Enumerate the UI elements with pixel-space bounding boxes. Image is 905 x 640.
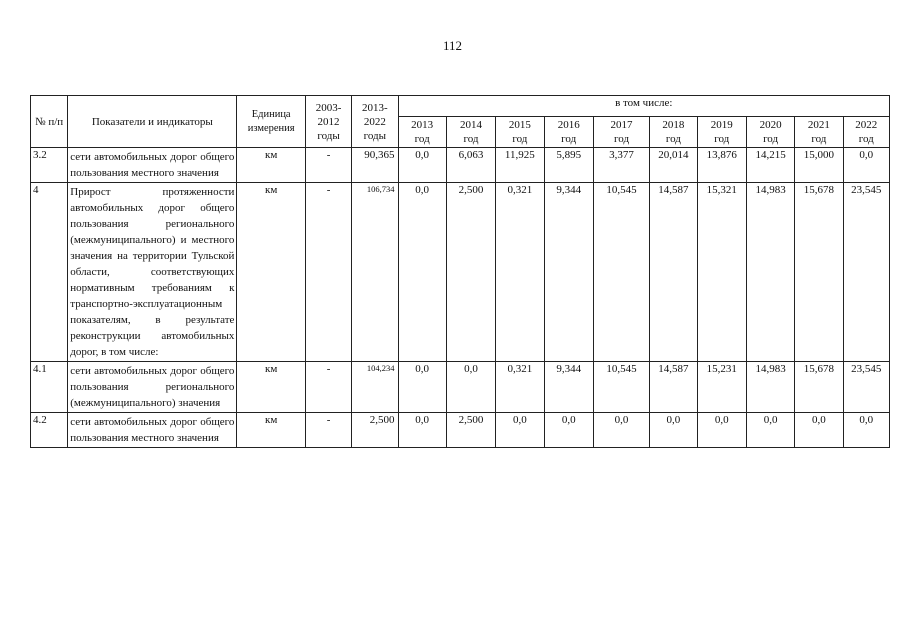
- header-year: 2021 год: [795, 117, 843, 148]
- row-2013-2022: 90,365: [352, 148, 398, 183]
- row-number: 3.2: [31, 148, 68, 183]
- header-year: 2019 год: [697, 117, 746, 148]
- header-unit: Единица измерения: [237, 96, 305, 148]
- row-year-value: 14,587: [650, 362, 697, 413]
- row-year-value: 0,0: [446, 362, 495, 413]
- table-row: [31, 148, 890, 183]
- row-year-value: 0,0: [593, 413, 649, 448]
- row-year-value: 9,344: [544, 362, 593, 413]
- row-2003-2012: -: [305, 183, 351, 362]
- row-year-value: 23,545: [843, 183, 889, 362]
- header-year: 2018 год: [650, 117, 697, 148]
- row-unit: км: [237, 413, 305, 448]
- row-year-value: 14,215: [746, 148, 794, 183]
- table-row: [31, 362, 890, 413]
- row-2013-2022: 106,734: [352, 183, 398, 362]
- row-year-value: 5,895: [544, 148, 593, 183]
- row-2003-2012: -: [305, 362, 351, 413]
- row-unit: км: [237, 362, 305, 413]
- row-year-value: 6,063: [446, 148, 495, 183]
- row-year-value: 0,0: [496, 413, 544, 448]
- row-2013-2022: 104,234: [352, 362, 398, 413]
- row-name: Прирост протяженности автомобильных дорог общего пользования регионального (межмуниципального) и местного значения на территории Тульской области, соответствующих нормативным требованиям к транспортно-эксплуатационным показателям, в результате реконструкции автомобильных дорог, в том числе:: [68, 183, 237, 362]
- row-year-value: 0,0: [746, 413, 794, 448]
- row-2003-2012: -: [305, 413, 351, 448]
- row-year-value: 14,587: [650, 183, 697, 362]
- row-year-value: 0,0: [398, 183, 446, 362]
- row-year-value: 23,545: [843, 362, 889, 413]
- row-year-value: 0,321: [496, 362, 544, 413]
- row-name: сети автомобильных дорог общего пользования местного значения: [68, 413, 237, 448]
- row-year-value: 10,545: [593, 362, 649, 413]
- row-year-value: 0,0: [398, 413, 446, 448]
- page-number: 112: [442, 38, 463, 53]
- row-year-value: 2,500: [446, 183, 495, 362]
- row-name: сети автомобильных дорог общего пользования местного значения: [68, 148, 237, 183]
- row-number: 4: [31, 183, 68, 362]
- row-year-value: 13,876: [697, 148, 746, 183]
- row-year-value: 20,014: [650, 148, 697, 183]
- row-year-value: 15,678: [795, 362, 843, 413]
- row-year-value: 0,0: [544, 413, 593, 448]
- row-year-value: 10,545: [593, 183, 649, 362]
- row-year-value: 0,0: [843, 148, 889, 183]
- row-year-value: 15,321: [697, 183, 746, 362]
- row-year-value: 11,925: [496, 148, 544, 183]
- table-row: [31, 183, 890, 362]
- header-year: 2017 год: [593, 117, 649, 148]
- header-indicators: Показатели и индикаторы: [68, 96, 237, 148]
- row-year-value: 9,344: [544, 183, 593, 362]
- header-including: в том числе:: [398, 96, 889, 117]
- row-number: 4.2: [31, 413, 68, 448]
- header-2013-2022: 2013-2022 годы: [352, 96, 398, 148]
- row-year-value: 14,983: [746, 183, 794, 362]
- header-year: 2015 год: [496, 117, 544, 148]
- header-year: 2016 год: [544, 117, 593, 148]
- row-year-value: 15,231: [697, 362, 746, 413]
- row-year-value: 3,377: [593, 148, 649, 183]
- row-year-value: 14,983: [746, 362, 794, 413]
- row-number: 4.1: [31, 362, 68, 413]
- header-year: 2022 год: [843, 117, 889, 148]
- header-year: 2014 год: [446, 117, 495, 148]
- row-year-value: 0,0: [697, 413, 746, 448]
- row-year-value: 0,0: [843, 413, 889, 448]
- row-year-value: 0,0: [650, 413, 697, 448]
- header-year: 2020 год: [746, 117, 794, 148]
- row-year-value: 15,678: [795, 183, 843, 362]
- row-2013-2022: 2,500: [352, 413, 398, 448]
- header-2003-2012: 2003-2012 годы: [305, 96, 351, 148]
- row-name: сети автомобильных дорог общего пользования регионального (межмуниципального) значения: [68, 362, 237, 413]
- row-unit: км: [237, 183, 305, 362]
- row-unit: км: [237, 148, 305, 183]
- row-year-value: 0,0: [398, 362, 446, 413]
- row-year-value: 0,321: [496, 183, 544, 362]
- header-num: № п/п: [31, 96, 68, 148]
- row-year-value: 15,000: [795, 148, 843, 183]
- row-2003-2012: -: [305, 148, 351, 183]
- row-year-value: 0,0: [398, 148, 446, 183]
- indicators-table: [30, 95, 890, 448]
- table-row: [31, 413, 890, 448]
- header-year: 2013 год: [398, 117, 446, 148]
- row-year-value: 0,0: [795, 413, 843, 448]
- row-year-value: 2,500: [446, 413, 495, 448]
